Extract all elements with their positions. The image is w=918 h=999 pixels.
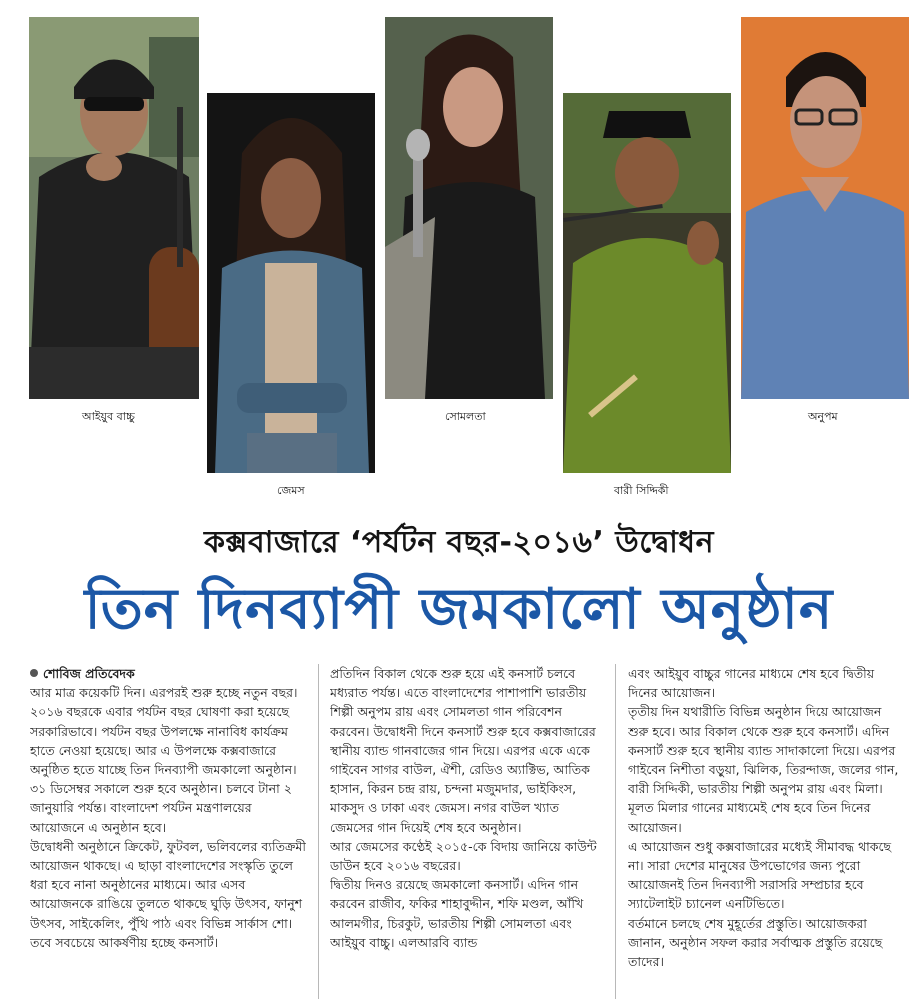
caption-ayub-bachchu: আইয়ুব বাচ্চু	[82, 410, 135, 423]
column-divider	[615, 664, 616, 999]
caption-james: জেমস	[277, 484, 305, 497]
caption-bari-siddiqui: বারী সিদ্দিকী	[614, 484, 669, 497]
paragraph: এবং আইয়ুব বাচ্চুর গানের মাধ্যমে শেষ হবে দ্বিতীয় দিনের আয়োজন।	[628, 666, 875, 701]
photo-james	[207, 93, 375, 473]
singer-photo-4	[563, 93, 731, 473]
singer-photo-1	[29, 17, 199, 399]
caption-somlata: সোমলতা	[445, 410, 486, 423]
singer-photo-2	[207, 93, 375, 473]
paragraph: উদ্বোধনী অনুষ্ঠানে ক্রিকেট, ফুটবল, ভলিবলের ব্যতিক্রমী আয়োজন থাকছে। এ ছাড়া বাংলাদেশের সংস্কৃতি তুলে ধরা হবে নানা অনুষ্ঠানের মাধ্যমে। আর এসব আয়োজনকে রাঙিয়ে তুলতে থাকছে ঘুড়ি উৎসব, ফানুশ উৎসব, সাইকেলিং, পুঁথি পাঠ এবং বিভিন্ন সার্কাস শো। তবে সবচেয়ে আকর্ষণীয় হচ্ছে কনসার্ট।	[30, 838, 306, 950]
photo-somlata	[385, 17, 553, 399]
article-column-1	[30, 664, 306, 999]
paragraph: বর্তমানে চলছে শেষ মুহূর্তের প্রস্তুতি। আয়োজকরা জানান, অনুষ্ঠান সফল করার সর্বাত্মক প্রস্তুতি রয়েছে তাদের।	[628, 915, 883, 970]
caption-anupam: অনুপম	[808, 410, 838, 423]
photo-bari-siddiqui	[563, 93, 731, 473]
photo-ayub-bachchu	[29, 17, 199, 399]
article-column-2	[330, 664, 600, 999]
singer-photo-5	[741, 17, 909, 399]
photo-anupam	[741, 17, 909, 399]
article-subheadline: কক্সবাজারে ‘পর্যটন বছর-২০১৬’ উদ্বোধন	[203, 525, 715, 560]
article-column-3	[628, 664, 903, 999]
paragraph: প্রতিদিন বিকাল থেকে শুরু হয়ে এই কনসার্ট চলবে মধ্যরাত পর্যন্ত। এতে বাংলাদেশের পাশাপাশি ভারতীয় শিল্পী অনুপম রায় এবং সোমলতা গান পরিবেশন করবেন। উদ্বোধনী দিনে কনসার্ট শুরু হবে কক্সবাজারের স্থানীয় ব্যান্ড গানবাজের গান দিয়ে। এরপর একে একে গাইবেন সাগর বাউল, ঐশী, রেডিও অ্যাক্টিভ, আতিক হাসান, কিরন চন্দ্র রায়, চন্দনা মজুমদার, ভাইকিংস, মাকসুদ ও ঢাকা এবং জেমস। নগর বাউল খ্যাত জেমসের গান দিয়েই শেষ হবে অনুষ্ঠান।	[330, 666, 596, 835]
column-divider	[318, 664, 319, 999]
paragraph: আর মাত্র কয়েকটি দিন। এরপরই শুরু হচ্ছে নতুন বছর। ২০১৬ বছরকে এবার পর্যটন বছর ঘোষণা করা হয়েছে সরকারিভাবে। পর্যটন বছর উপলক্ষে নানাবিধ কার্যক্রম হাতে নেওয়া হয়েছে। আর এ উপলক্ষে কক্সবাজারে অনুষ্ঠিত হতে যাচ্ছে তিন দিনব্যাপী জমকালো অনুষ্ঠান। ৩১ ডিসেম্বর সকালে শুরু হবে অনুষ্ঠান। চলবে টানা ২ জানুয়ারি পর্যন্ত। বাংলাদেশ পর্যটন মন্ত্রণালয়ের আয়োজনে এ অনুষ্ঠান হবে।	[30, 685, 298, 835]
paragraph: আর জেমসের কণ্ঠেই ২০১৫-কে বিদায় জানিয়ে কাউন্ট ডাউন হবে ২০১৬ বছরের।	[330, 838, 597, 874]
paragraph: তৃতীয় দিন যথারীতি বিভিন্ন অনুষ্ঠান দিয়ে আয়োজন শুরু হবে। আর বিকাল থেকে শুরু হবে কনসার্ট। এদিন কনসার্ট শুরু হবে স্থানীয় ব্যান্ড সাদাকালো দিয়ে। এরপর গাইবেন নিশীতা বড়ুয়া, ঝিলিক, তিরন্দাজ, জলের গান, বারী সিদ্দিকী, ভারতীয় শিল্পী অনুপম রায় এবং মিলা। মূলত মিলার গানের মাধ্যমেই শেষ হবে তিন দিনের আয়োজন।	[628, 704, 899, 835]
paragraph: দ্বিতীয় দিনও রয়েছে জমকালো কনসার্ট। এদিন গান করবেন রাজীব, ফকির শাহাবুদ্দীন, শফি মণ্ডল, আঁখি আলমগীর, চিরকুট, ভারতীয় শিল্পী সোমলতা এবং আইয়ুব বাচ্চু। এলআরবি ব্যান্ড	[330, 877, 584, 950]
byline: শোবিজ প্রতিবেদক	[43, 666, 135, 681]
article-headline: তিন দিনব্যাপী জমকালো অনুষ্ঠান	[84, 577, 834, 642]
bullet-icon	[30, 669, 38, 677]
singer-photo-3	[385, 17, 553, 399]
paragraph: এ আয়োজন শুধু কক্সবাজারের মধ্যেই সীমাবদ্ধ থাকছে না। সারা দেশের মানুষের উপভোগের জন্য পুরো আয়োজনই তিন দিনব্যাপী সরাসরি সম্প্রচার হবে স্যাটেলাইট চ্যানেল এনটিভিতে।	[628, 838, 892, 912]
